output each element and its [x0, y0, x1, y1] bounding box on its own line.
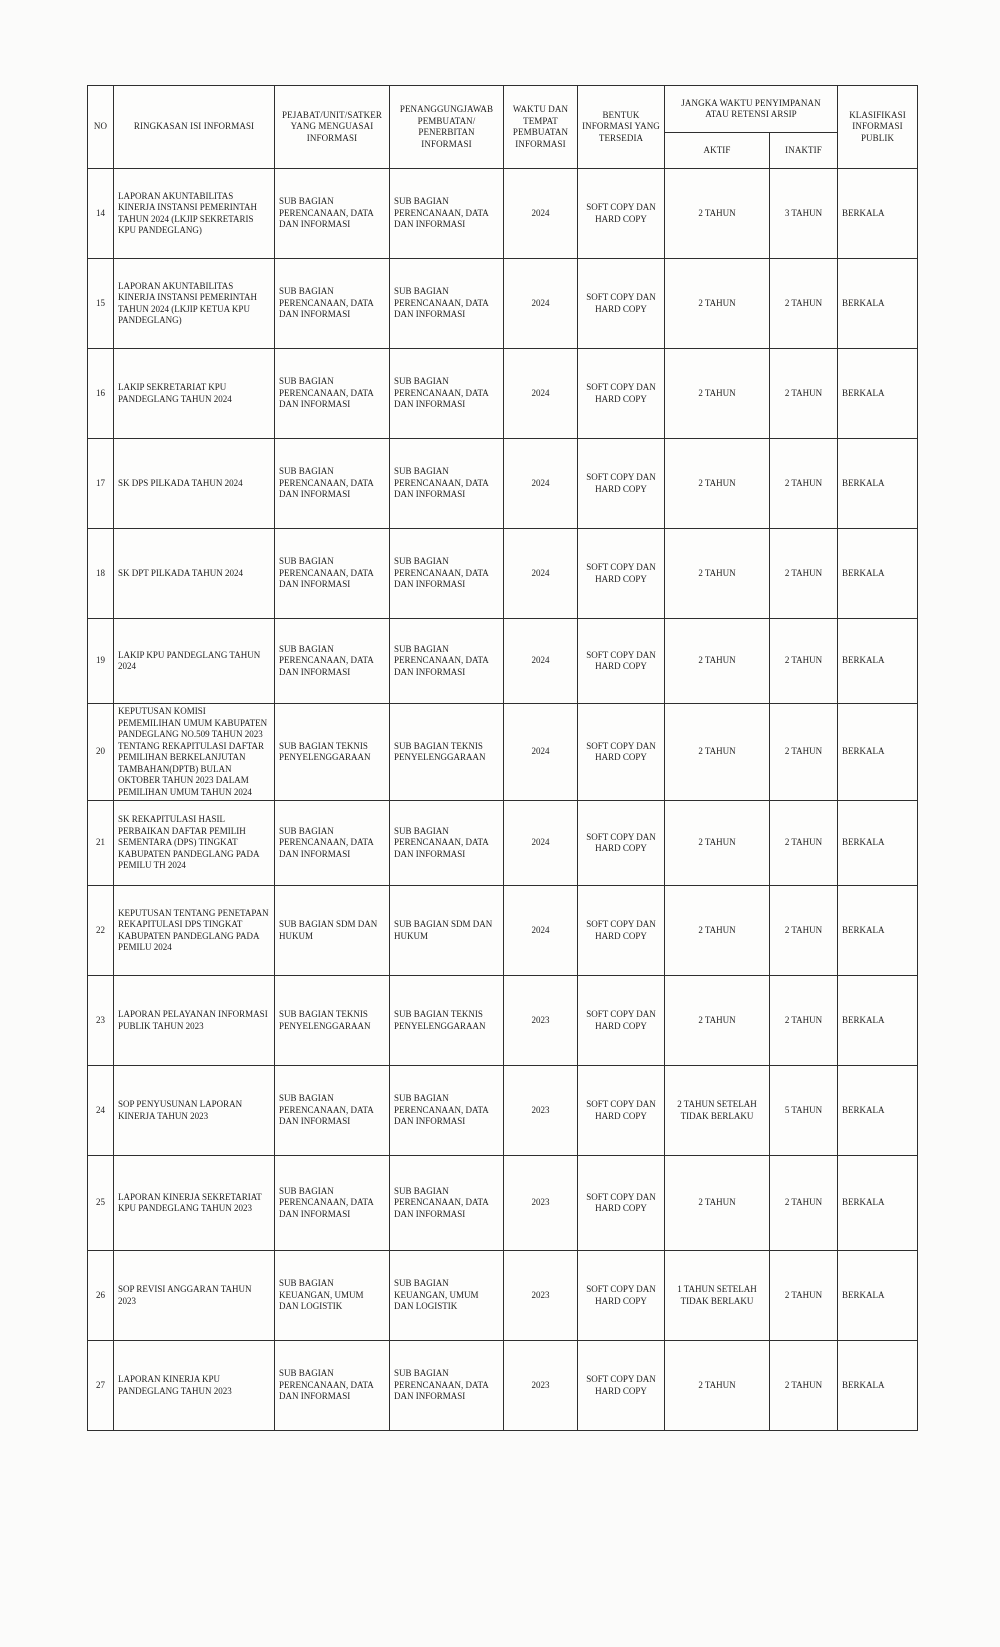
cell-klasifikasi: BERKALA [838, 704, 918, 801]
cell-pejabat: SUB BAGIAN TEKNIS PENYELENGGARAAN [275, 704, 390, 801]
cell-inaktif: 2 TAHUN [770, 1251, 838, 1341]
cell-no: 18 [88, 529, 114, 619]
cell-inaktif: 2 TAHUN [770, 619, 838, 704]
table-row [88, 1066, 918, 1156]
col-header-aktif: AKTIF [665, 133, 770, 169]
cell-klasifikasi: BERKALA [838, 886, 918, 976]
cell-aktif: 2 TAHUN [665, 169, 770, 259]
cell-waktu: 2023 [504, 1066, 578, 1156]
col-header-inaktif: INAKTIF [770, 133, 838, 169]
col-header-pejabat: PEJABAT/UNIT/SATKER YANG MENGUASAI INFORMASI [275, 86, 390, 169]
cell-ringkasan: LAPORAN PELAYANAN INFORMASI PUBLIK TAHUN 2023 [114, 976, 275, 1066]
cell-bentuk: SOFT COPY DAN HARD COPY [578, 169, 665, 259]
cell-no: 25 [88, 1156, 114, 1251]
cell-klasifikasi: BERKALA [838, 801, 918, 886]
cell-klasifikasi: BERKALA [838, 1341, 918, 1431]
cell-pejabat: SUB BAGIAN PERENCANAAN, DATA DAN INFORMASI [275, 1341, 390, 1431]
cell-aktif: 1 TAHUN SETELAH TIDAK BERLAKU [665, 1251, 770, 1341]
cell-waktu: 2024 [504, 349, 578, 439]
cell-ringkasan: SOP PENYUSUNAN LAPORAN KINERJA TAHUN 2023 [114, 1066, 275, 1156]
table-row [88, 1156, 918, 1251]
cell-bentuk: SOFT COPY DAN HARD COPY [578, 1066, 665, 1156]
cell-pejabat: SUB BAGIAN PERENCANAAN, DATA DAN INFORMASI [275, 169, 390, 259]
cell-inaktif: 2 TAHUN [770, 976, 838, 1066]
cell-no: 22 [88, 886, 114, 976]
cell-pejabat: SUB BAGIAN SDM DAN HUKUM [275, 886, 390, 976]
cell-inaktif: 2 TAHUN [770, 259, 838, 349]
cell-no: 27 [88, 1341, 114, 1431]
cell-inaktif: 2 TAHUN [770, 529, 838, 619]
cell-aktif: 2 TAHUN [665, 529, 770, 619]
cell-waktu: 2024 [504, 619, 578, 704]
cell-ringkasan: SK DPS PILKADA TAHUN 2024 [114, 439, 275, 529]
cell-waktu: 2024 [504, 704, 578, 801]
cell-penanggungjawab: SUB BAGIAN SDM DAN HUKUM [390, 886, 504, 976]
cell-waktu: 2023 [504, 976, 578, 1066]
cell-waktu: 2024 [504, 529, 578, 619]
cell-klasifikasi: BERKALA [838, 1066, 918, 1156]
cell-klasifikasi: BERKALA [838, 259, 918, 349]
cell-inaktif: 2 TAHUN [770, 1341, 838, 1431]
cell-penanggungjawab: SUB BAGIAN KEUANGAN, UMUM DAN LOGISTIK [390, 1251, 504, 1341]
cell-ringkasan: KEPUTUSAN TENTANG PENETAPAN REKAPITULASI DPS TINGKAT KABUPATEN PANDEGLANG PADA PEMILU 2024 [114, 886, 275, 976]
cell-pejabat: SUB BAGIAN PERENCANAAN, DATA DAN INFORMASI [275, 1066, 390, 1156]
cell-klasifikasi: BERKALA [838, 976, 918, 1066]
table-row [88, 529, 918, 619]
cell-aktif: 2 TAHUN [665, 704, 770, 801]
cell-bentuk: SOFT COPY DAN HARD COPY [578, 259, 665, 349]
cell-aktif: 2 TAHUN [665, 259, 770, 349]
cell-bentuk: SOFT COPY DAN HARD COPY [578, 619, 665, 704]
header-row-1 [88, 86, 918, 133]
cell-waktu: 2023 [504, 1156, 578, 1251]
table-row [88, 169, 918, 259]
cell-pejabat: SUB BAGIAN TEKNIS PENYELENGGARAAN [275, 976, 390, 1066]
table-body [88, 169, 918, 1431]
cell-klasifikasi: BERKALA [838, 1251, 918, 1341]
cell-inaktif: 3 TAHUN [770, 169, 838, 259]
cell-bentuk: SOFT COPY DAN HARD COPY [578, 704, 665, 801]
col-header-ringkasan: RINGKASAN ISI INFORMASI [114, 86, 275, 169]
cell-aktif: 2 TAHUN SETELAH TIDAK BERLAKU [665, 1066, 770, 1156]
cell-no: 14 [88, 169, 114, 259]
col-header-bentuk: BENTUK INFORMASI YANG TERSEDIA [578, 86, 665, 169]
table-row [88, 1251, 918, 1341]
cell-pejabat: SUB BAGIAN PERENCANAAN, DATA DAN INFORMASI [275, 801, 390, 886]
cell-bentuk: SOFT COPY DAN HARD COPY [578, 976, 665, 1066]
cell-pejabat: SUB BAGIAN PERENCANAAN, DATA DAN INFORMASI [275, 259, 390, 349]
cell-bentuk: SOFT COPY DAN HARD COPY [578, 1251, 665, 1341]
cell-ringkasan: SK DPT PILKADA TAHUN 2024 [114, 529, 275, 619]
cell-pejabat: SUB BAGIAN KEUANGAN, UMUM DAN LOGISTIK [275, 1251, 390, 1341]
table-row [88, 619, 918, 704]
cell-inaktif: 2 TAHUN [770, 439, 838, 529]
cell-ringkasan: SK REKAPITULASI HASIL PERBAIKAN DAFTAR PEMILIH SEMENTARA (DPS) TINGKAT KABUPATEN PANDEGLANG PADA PEMILU TH 2024 [114, 801, 275, 886]
cell-ringkasan: LAPORAN KINERJA SEKRETARIAT KPU PANDEGLANG TAHUN 2023 [114, 1156, 275, 1251]
cell-ringkasan: LAPORAN KINERJA KPU PANDEGLANG TAHUN 2023 [114, 1341, 275, 1431]
cell-klasifikasi: BERKALA [838, 439, 918, 529]
cell-inaktif: 2 TAHUN [770, 801, 838, 886]
cell-aktif: 2 TAHUN [665, 976, 770, 1066]
cell-ringkasan: LAKIP SEKRETARIAT KPU PANDEGLANG TAHUN 2024 [114, 349, 275, 439]
cell-no: 15 [88, 259, 114, 349]
cell-ringkasan: KEPUTUSAN KOMISI PEMEMILIHAN UMUM KABUPATEN PANDEGLANG NO.509 TAHUN 2023 TENTANG REKAPITULASI DAFTAR PEMILIHAN BERKELANJUTAN TAMBAHAN(DPTB) BULAN OKTOBER TAHUN 2023 DALAM PEMILIHAN UMUM TAHUN 2024 [114, 704, 275, 801]
cell-aktif: 2 TAHUN [665, 801, 770, 886]
cell-aktif: 2 TAHUN [665, 1341, 770, 1431]
cell-ringkasan: LAPORAN AKUNTABILITAS KINERJA INSTANSI PEMERINTAH TAHUN 2024 (LKJIP KETUA KPU PANDEGLANG) [114, 259, 275, 349]
table-row [88, 259, 918, 349]
cell-penanggungjawab: SUB BAGIAN TEKNIS PENYELENGGARAAN [390, 704, 504, 801]
cell-bentuk: SOFT COPY DAN HARD COPY [578, 886, 665, 976]
cell-inaktif: 2 TAHUN [770, 704, 838, 801]
cell-pejabat: SUB BAGIAN PERENCANAAN, DATA DAN INFORMASI [275, 619, 390, 704]
informasi-publik-table [87, 85, 918, 1431]
cell-klasifikasi: BERKALA [838, 169, 918, 259]
cell-no: 17 [88, 439, 114, 529]
cell-ringkasan: LAPORAN AKUNTABILITAS KINERJA INSTANSI PEMERINTAH TAHUN 2024 (LKJIP SEKRETARIS KPU PANDEGLANG) [114, 169, 275, 259]
cell-bentuk: SOFT COPY DAN HARD COPY [578, 349, 665, 439]
cell-penanggungjawab: SUB BAGIAN PERENCANAAN, DATA DAN INFORMASI [390, 1341, 504, 1431]
cell-waktu: 2024 [504, 169, 578, 259]
cell-aktif: 2 TAHUN [665, 619, 770, 704]
cell-penanggungjawab: SUB BAGIAN PERENCANAAN, DATA DAN INFORMASI [390, 529, 504, 619]
cell-klasifikasi: BERKALA [838, 619, 918, 704]
cell-klasifikasi: BERKALA [838, 349, 918, 439]
cell-bentuk: SOFT COPY DAN HARD COPY [578, 801, 665, 886]
cell-bentuk: SOFT COPY DAN HARD COPY [578, 439, 665, 529]
table-row [88, 439, 918, 529]
cell-penanggungjawab: SUB BAGIAN PERENCANAAN, DATA DAN INFORMASI [390, 1066, 504, 1156]
table-row [88, 349, 918, 439]
cell-no: 20 [88, 704, 114, 801]
table-row [88, 801, 918, 886]
cell-waktu: 2024 [504, 259, 578, 349]
cell-aktif: 2 TAHUN [665, 349, 770, 439]
cell-pejabat: SUB BAGIAN PERENCANAAN, DATA DAN INFORMASI [275, 439, 390, 529]
cell-penanggungjawab: SUB BAGIAN PERENCANAAN, DATA DAN INFORMASI [390, 169, 504, 259]
col-header-waktu: WAKTU DAN TEMPAT PEMBUATAN INFORMASI [504, 86, 578, 169]
cell-inaktif: 5 TAHUN [770, 1066, 838, 1156]
cell-penanggungjawab: SUB BAGIAN TEKNIS PENYELENGGARAAN [390, 976, 504, 1066]
col-header-no: NO [88, 86, 114, 169]
cell-no: 24 [88, 1066, 114, 1156]
cell-penanggungjawab: SUB BAGIAN PERENCANAAN, DATA DAN INFORMASI [390, 1156, 504, 1251]
col-header-penanggungjawab: PENANGGUNGJAWAB PEMBUATAN/ PENERBITAN INFORMASI [390, 86, 504, 169]
table-row [88, 976, 918, 1066]
cell-bentuk: SOFT COPY DAN HARD COPY [578, 529, 665, 619]
cell-waktu: 2023 [504, 1251, 578, 1341]
cell-pejabat: SUB BAGIAN PERENCANAAN, DATA DAN INFORMASI [275, 529, 390, 619]
cell-bentuk: SOFT COPY DAN HARD COPY [578, 1156, 665, 1251]
cell-penanggungjawab: SUB BAGIAN PERENCANAAN, DATA DAN INFORMASI [390, 439, 504, 529]
cell-aktif: 2 TAHUN [665, 1156, 770, 1251]
cell-pejabat: SUB BAGIAN PERENCANAAN, DATA DAN INFORMASI [275, 1156, 390, 1251]
cell-waktu: 2024 [504, 801, 578, 886]
cell-no: 23 [88, 976, 114, 1066]
cell-inaktif: 2 TAHUN [770, 349, 838, 439]
cell-bentuk: SOFT COPY DAN HARD COPY [578, 1341, 665, 1431]
cell-klasifikasi: BERKALA [838, 529, 918, 619]
cell-aktif: 2 TAHUN [665, 439, 770, 529]
cell-inaktif: 2 TAHUN [770, 1156, 838, 1251]
cell-aktif: 2 TAHUN [665, 886, 770, 976]
table-row [88, 704, 918, 801]
col-header-klasifikasi: KLASIFIKASI INFORMASI PUBLIK [838, 86, 918, 169]
cell-no: 16 [88, 349, 114, 439]
cell-penanggungjawab: SUB BAGIAN PERENCANAAN, DATA DAN INFORMASI [390, 619, 504, 704]
cell-pejabat: SUB BAGIAN PERENCANAAN, DATA DAN INFORMASI [275, 349, 390, 439]
cell-penanggungjawab: SUB BAGIAN PERENCANAAN, DATA DAN INFORMASI [390, 259, 504, 349]
cell-no: 19 [88, 619, 114, 704]
cell-waktu: 2023 [504, 1341, 578, 1431]
cell-penanggungjawab: SUB BAGIAN PERENCANAAN, DATA DAN INFORMASI [390, 801, 504, 886]
table-row [88, 1341, 918, 1431]
cell-klasifikasi: BERKALA [838, 1156, 918, 1251]
cell-waktu: 2024 [504, 439, 578, 529]
cell-ringkasan: SOP REVISI ANGGARAN TAHUN 2023 [114, 1251, 275, 1341]
cell-ringkasan: LAKIP KPU PANDEGLANG TAHUN 2024 [114, 619, 275, 704]
cell-penanggungjawab: SUB BAGIAN PERENCANAAN, DATA DAN INFORMASI [390, 349, 504, 439]
cell-no: 21 [88, 801, 114, 886]
cell-waktu: 2024 [504, 886, 578, 976]
table-header [88, 86, 918, 169]
table-row [88, 886, 918, 976]
col-header-retensi: JANGKA WAKTU PENYIMPANAN ATAU RETENSI ARSIP [665, 86, 838, 133]
cell-no: 26 [88, 1251, 114, 1341]
cell-inaktif: 2 TAHUN [770, 886, 838, 976]
